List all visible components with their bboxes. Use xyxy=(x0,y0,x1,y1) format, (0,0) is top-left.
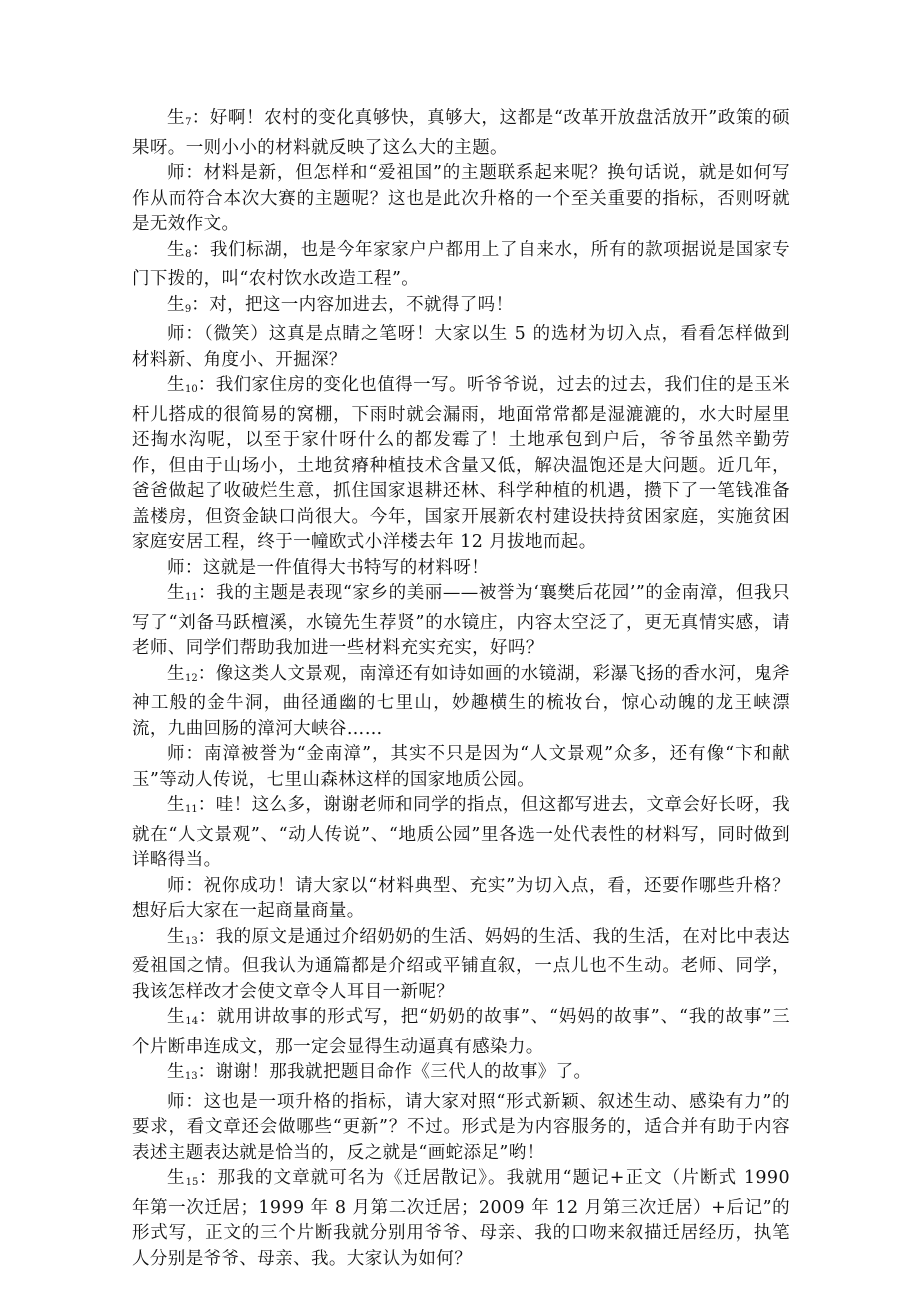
speaker: 师 xyxy=(167,163,186,183)
separator: ： xyxy=(191,108,210,128)
document-body xyxy=(132,106,790,1272)
separator: ： xyxy=(185,875,204,896)
separator: ： xyxy=(197,1062,216,1082)
separator: ： xyxy=(198,1007,217,1027)
speaker-number: 7 xyxy=(185,117,192,128)
speaker: 生 xyxy=(167,239,186,260)
speaker: 生 xyxy=(167,294,185,315)
speaker: 生 xyxy=(167,108,186,128)
paragraph-text: 这也是一项升格的指标，请大家对照“形式新颖、叙述生动、感染有力”的要求，看文章还会做哪些“更新”？不过。形式是为内容服务的，适合并有助于内容表述主题表达就是恰当的，反之就是“画蛇添足”哟！ xyxy=(132,1091,791,1163)
paragraph-12 xyxy=(132,874,790,925)
paragraph-text: 材料是新，但怎样和“爱祖国”的主题联系起来呢？换句话说，就是如何写作从而符合本次大赛的主题呢？这也是此次升格的一个至关重要的指标，否则呀就是无效作文。 xyxy=(132,163,791,234)
separator: ： xyxy=(191,294,210,315)
separator: ： xyxy=(197,926,216,947)
paragraph-1 xyxy=(132,106,790,161)
speaker-number: 13 xyxy=(184,935,198,947)
speaker: 生 xyxy=(167,663,185,684)
speaker: 生 xyxy=(167,1007,186,1027)
speaker-number: 13 xyxy=(184,1071,198,1082)
separator: ： xyxy=(185,163,204,183)
paragraph-2 xyxy=(132,161,790,238)
speaker: 生 xyxy=(167,375,185,395)
paragraph-text: 祝你成功！请大家以“材料典型、充实”为切入点，看，还要作哪些升格？想好后大家在一起商量商量。 xyxy=(132,875,791,921)
paragraph-13 xyxy=(132,925,790,1006)
paragraph-text: 南漳被誉为“金南漳”，其实不只是因为“人文景观”众多，还有像“卞和献玉”等动人传说，七里山森林这样的国家地质公园。 xyxy=(132,744,790,790)
speaker: 生 xyxy=(167,1168,186,1188)
paragraph-text: （微笑）这真是点睛之笔呀！大家以生 5 的选材为切入点，看看怎样做到材料新、角度小、开掘深？ xyxy=(132,324,790,370)
separator: ： xyxy=(185,744,205,764)
paragraph-text: 对，把这一内容加进去，不就得了吗！ xyxy=(209,294,514,315)
separator: ： xyxy=(185,324,204,344)
paragraph-5 xyxy=(132,322,790,373)
paragraph-8 xyxy=(132,581,790,662)
paragraph-6 xyxy=(132,373,790,556)
paragraph-16 xyxy=(132,1090,790,1167)
separator: ： xyxy=(184,557,203,578)
paragraph-text: 哇！这么多，谢谢老师和同学的指点，但这都写进去，文章会好长呀，我就在“人文景观”、“动人传说”、“地质公园”里各选一处代表性的材料写，同时做到详略得当。 xyxy=(132,795,790,870)
paragraph-text: 像这类人文景观，南漳还有如诗如画的水镜湖，彩瀑飞扬的香水河，鬼斧神工般的金牛洞，曲径通幽的七里山，妙趣横生的梳妆台，惊心动魄的龙王峡漂流，九曲回肠的漳河大峡谷…… xyxy=(132,663,790,739)
separator: ： xyxy=(198,1168,218,1188)
speaker-number: 11 xyxy=(185,592,198,603)
speaker-number: 10 xyxy=(184,384,198,395)
paragraph-10 xyxy=(132,742,790,793)
separator: ： xyxy=(197,375,216,395)
separator: ： xyxy=(191,239,210,260)
speaker-number: 15 xyxy=(185,1177,199,1188)
speaker: 师 xyxy=(167,875,186,896)
speaker: 生 xyxy=(167,583,186,603)
speaker: 生 xyxy=(167,1062,185,1082)
paragraph-text: 好啊！农村的变化真够快，真够大，这都是“改革开放盘活放开”政策的硕果呀。一则小小的材料就反映了这么大的主题。 xyxy=(132,108,790,158)
speaker-number: 14 xyxy=(185,1016,199,1027)
paragraph-text: 那我的文章就可名为《迁居散记》。我就用“题记+正文（片断式 1990 年第一次迁居；1999 年 8 月第二次迁居；2009 年 12 月第三次迁居）+后记”的形式写，正文的三个片断我就分别用爷爷、母亲、我的口吻来叙描迁居经历，执笔人分别是爷爷、母亲、我。大家认为如何？ xyxy=(132,1168,790,1269)
paragraph-17 xyxy=(132,1166,790,1272)
paragraph-text: 谢谢！那我就把题目命作《三代人的故事》了。 xyxy=(215,1062,592,1082)
speaker-number: 9 xyxy=(184,303,192,315)
paragraph-4 xyxy=(132,293,790,323)
paragraph-11 xyxy=(132,793,790,874)
paragraph-text: 这就是一件值得大书特写的材料呀！ xyxy=(202,557,490,578)
speaker-number: 11 xyxy=(184,804,198,815)
paragraph-15 xyxy=(132,1060,790,1090)
speaker: 师 xyxy=(167,324,186,344)
speaker: 生 xyxy=(167,795,185,815)
speaker-number: 12 xyxy=(184,672,198,684)
paragraph-text: 我的主题是表现“家乡的美丽——被誉为‘襄樊后花园’”的金南漳，但我只写了“刘备马跃檀溪，水镜先生荐贤”的水镜庄，内容太空泛了，更无真情实感，请老师、同学们帮助我加进一些材料充实充实，好吗？ xyxy=(132,583,790,658)
paragraph-7 xyxy=(132,556,790,582)
speaker: 师 xyxy=(167,1091,186,1112)
separator: ： xyxy=(185,1091,204,1112)
paragraph-3 xyxy=(132,238,790,293)
paragraph-text: 我们家住房的变化也值得一写。听爷爷说，过去的过去，我们住的是玉米杆儿搭成的很简易的窝棚，下雨时就会漏雨，地面常常都是湿漉漉的，水大时屋里还掏水沟呢，以至于家什呀什么的都发霉了！土地承包到户后，爷爷虽然辛勤劳作，但由于山场小，土地贫瘠种植技术含量又低，解决温饱还是大问题。近几年，爸爸做起了收破烂生意，抓住国家退耕还林、科学种植的机遇，攒下了一笔钱准备盖楼房，但资金缺口尚很大。今年，国家开展新农村建设扶持贫困家庭，实施贫困家庭安居工程，终于一幢欧式小洋楼去年 12 月拔地而起。 xyxy=(132,375,790,552)
speaker: 师 xyxy=(167,557,185,578)
separator: ： xyxy=(197,583,217,603)
separator: ： xyxy=(197,795,216,815)
separator: ： xyxy=(197,663,216,684)
speaker-number: 8 xyxy=(185,248,192,260)
paragraph-text: 我们标湖，也是今年家家户户都用上了自来水，所有的款项据说是国家专门下拨的，叫“农村饮水改造工程”。 xyxy=(132,239,790,289)
speaker: 生 xyxy=(167,926,185,947)
speaker: 师 xyxy=(167,744,186,764)
paragraph-14 xyxy=(132,1005,790,1060)
paragraph-9 xyxy=(132,662,790,743)
paragraph-text: 我的原文是通过介绍奶奶的生活、妈妈的生活、我的生活，在对比中表达爱祖国之情。但我认为通篇都是介绍或平铺直叙，一点儿也不生动。老师、同学，我该怎样改才会使文章令人耳目一新呢？ xyxy=(132,926,790,1002)
paragraph-text: 就用讲故事的形式写，把“奶奶的故事”、“妈妈的故事”、“我的故事”三个片断串连成文，那一定会显得生动逼真有感染力。 xyxy=(132,1007,791,1057)
